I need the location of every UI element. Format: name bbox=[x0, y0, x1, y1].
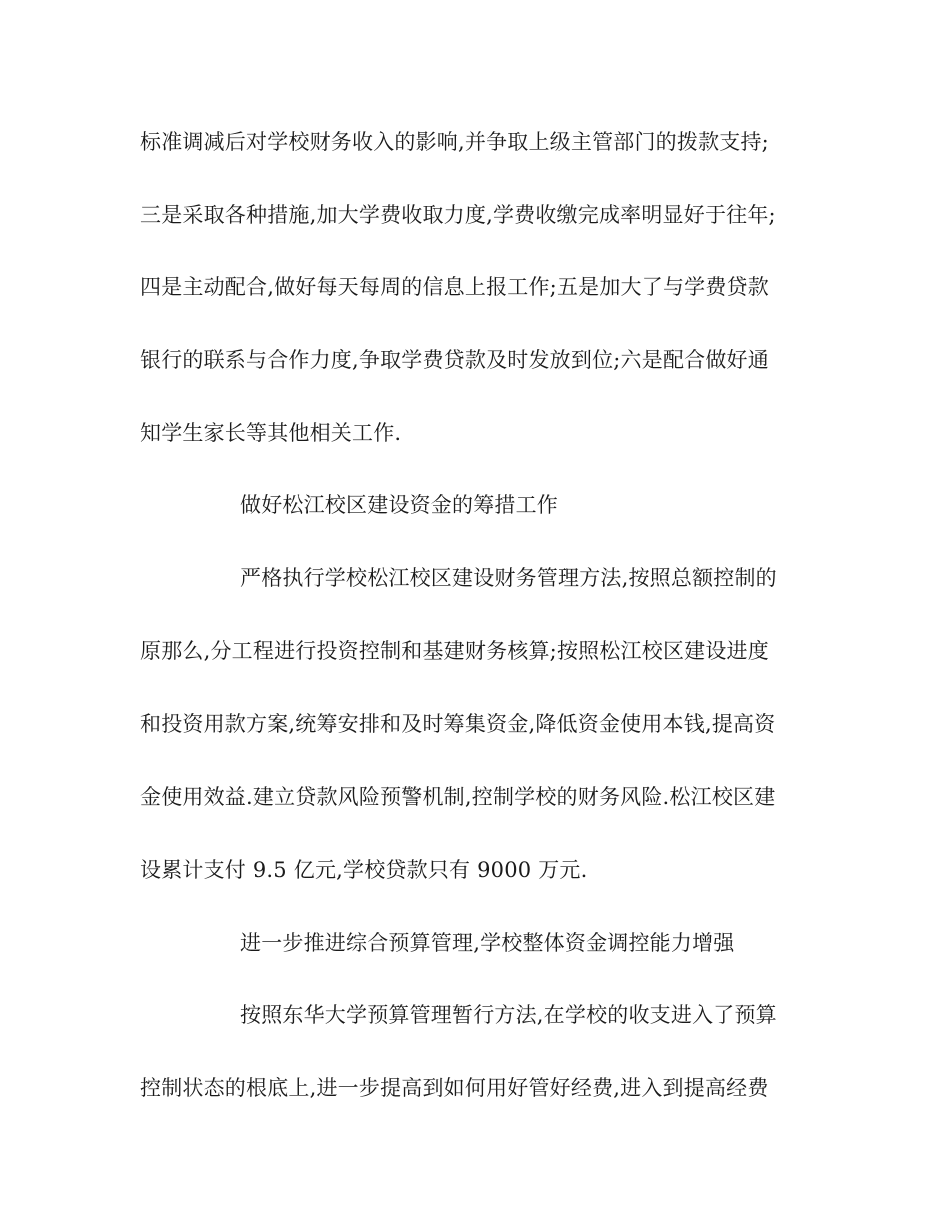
body-text-line: 设累计支付 9.5 亿元,学校贷款只有 9000 万元. bbox=[140, 858, 588, 882]
body-text-line: 三是采取各种措施,加大学费收取力度,学费收缴完成率明显好于往年; bbox=[140, 203, 776, 227]
body-text-line: 和投资用款方案,统筹安排和及时筹集资金,降低资金使用本钱,提高资 bbox=[140, 712, 776, 736]
body-text-line: 银行的联系与合作力度,争取学费贷款及时发放到位;六是配合做好通 bbox=[140, 348, 769, 372]
body-text-line: 知学生家长等其他相关工作. bbox=[140, 421, 402, 445]
body-text-line: 严格执行学校松江校区建设财务管理方法,按照总额控制的 bbox=[240, 566, 777, 590]
body-text-line: 按照东华大学预算管理暂行方法,在学校的收支进入了预算 bbox=[240, 1003, 777, 1027]
body-text-line: 四是主动配合,做好每天每周的信息上报工作;五是加大了与学费贷款 bbox=[140, 275, 769, 299]
body-text-line: 原那么,分工程进行投资控制和基建财务核算;按照松江校区建设进度 bbox=[140, 639, 769, 663]
body-text-line: 金使用效益.建立贷款风险预警机制,控制学校的财务风险.松江校区建 bbox=[140, 785, 776, 809]
body-text-line: 控制状态的根底上,进一步提高到如何用好管好经费,进入到提高经费 bbox=[140, 1076, 769, 1100]
section-heading: 进一步推进综合预算管理,学校整体资金调控能力增强 bbox=[240, 931, 735, 955]
body-text-line: 标准调减后对学校财务收入的影响,并争取上级主管部门的拨款支持; bbox=[140, 130, 769, 154]
section-heading: 做好松江校区建设资金的筹措工作 bbox=[240, 493, 558, 517]
